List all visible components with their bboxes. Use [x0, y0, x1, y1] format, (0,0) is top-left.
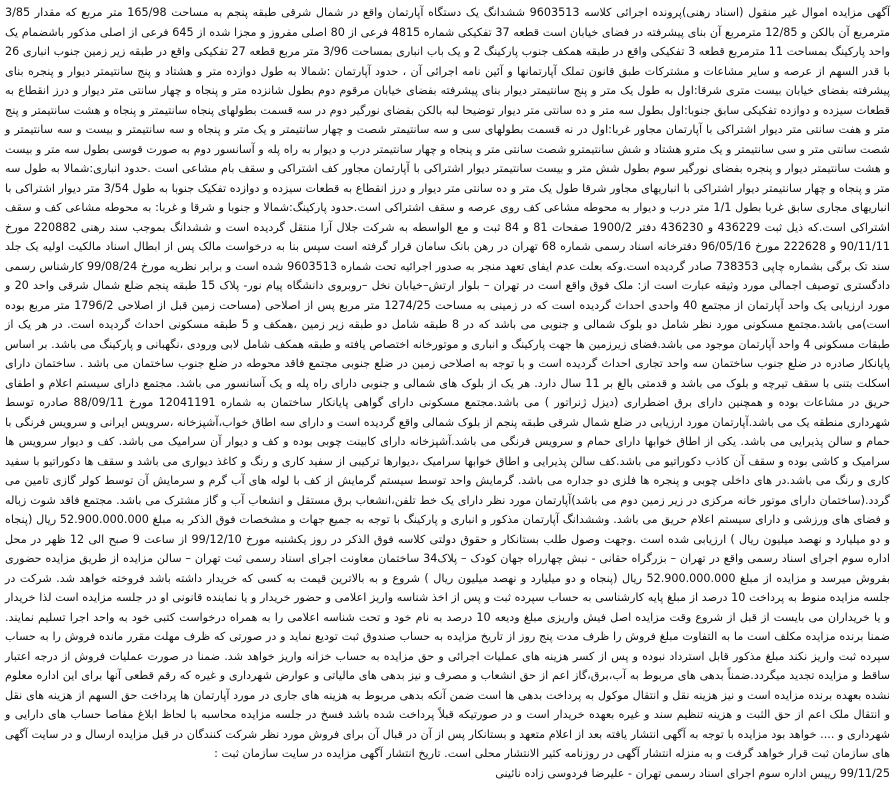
notice-body-text: آگهی مزایده اموال غیر منقول (اسناد رهنی)پرونده اجرائی کلاسه 9603513 ششدانگ یک دستگاه آپارتمان واقع در شمال شرقی طبقه پنجم به مساحت 165/98 متر مربع که مقدار 3/85 مترمربع آن بالکن و 12/85 مترمربع آن بنای پیشرفته در فضای خیابان است قطعه 37 تفکیکی شماره 4815 فرعی از 80 اصلی مفروز و مجزا شده از 645 فرعی از اصلی مذکور باشضمام یک واحد پارکینگ بمساحت 11 مترمربع قطعه 3 تفکیکی واقع در طبقه همکف جنوب پارکینگ 2 و یک باب انباری بمساحت 3/96 متر مربع قطعه 27 تفکیکی واقع در طبقه زیر زمین جنوب انباری 26 با قدر السهم از عرصه و سایر مشاعات و مشترکات طبق قانون تملک آپارتمانها و آئین نامه اجرائی آن ، حدود آپارتمان :شمالا به طول دوازده متر و هشتاد و پنج سانتیمتر دیوار و پنجره بنای پیشرفته بفضای خیابان بیست متری شرقا:اول به طول یک متر و پنج سانتیمتر دیوار بنای پیشرفته بفضای خیابان مرقوم دوم بطول شانزده متر و پنجاه و چهار سانتی متر دیوار و درز انقطاع به قطعات سیزده و دوازده تفکیکی سابق جنوبا:اول بطول سه متر و ده سانتی متر دیوار توضیحا لبه بالکن بفضای نورگیر دوم در سه قسمت بطولهای پنجاه سانتیمتر و پنجاه و هشت سانتیمتر و پنج متر و هفت سانتی متر دیوار اشتراکی با آپارتمان مجاور غربا:اول در نه قسمت بطولهای سی و سه سانتیمتر شصت و چهار سانتیمتر و یک متر و پنجاه و سه سانتیمتر و بیست و سه سانتیمتر و شصت سانتی متر و سی سانتیمتر و یک مترو هشتاد و شش سانتیمترو شصت سانتی متر و پنجاه و چهار سانتیمتر درب و دیوار به راه پله و آسانسور دوم به صورت قوسی بطول سه متر و بیست و هشت سانتیمتر دیوار و پنجره بفضای نورگیر سوم بطول شش متر و بیست سانتیمتر دیوار اشتراکی با آپارتمان مجاور کف اشتراکی و سقف بام مشاعی است .حدود انباری:شمالا به طول سه متر و پنجاه و چهار سانتیمتر دیوار اشتراکی با انباریهای مجاور شرقا طول یک متر و ده سانتی متر دیوار و درز انقطاع به قطعات سیزده و دوازده تفکیک جنوبا به طول 3/54 متر دیوار اشتراکی با انباریهای مجاری سابق غربا بطول 1/1 متر درب و دیوار به محوطه مشاعی کف روی عرصه و سقف اشتراکی است.حدود پارکینگ:شمالا و جنوبا و شرقا و غربا: به محوطه مشاعی کف و سقف اشتراکی است.که ذیل ثبت 436229 و 436230 دفتر 1900/2 صفحات 81 و 84 ثبت و مع الواسطه به شرکت جلال آرا منتقل گردیده است و ششدانگ بموجب سند رهنی 220882 مورخ 90/11/11 و 222628 مورخ 96/05/16 دفترخانه اسناد رسمی شماره 68 تهران در رهن بانک سامان قرار گرفته است سپس بنا به درخواست مالک پس از ابطال اسناد مالکیت اولیه یک جلد سند تک برگی بشماره چاپی 738353 صادر گردیده است.وکه بعلت عدم ایفای تعهد منجر به صدور اجرائیه تحت شماره 9603513 شده است و برابر نظریه مورخ 99/08/24 کارشناس رسمی دادگستری توصیف اجمالی مورد وثیقه عبارت است از: ملک فوق واقع است در تهران – بلوار ارتش–خیابان نخل –روبروی دانشگاه پیام نور- پلاک 15 طبقه پنجم ضلع شمال شرقی واحد 20 و مورد ارزیابی یک واحد آپارتمان از مجتمع 40 واحدی احداث گردیده است که در زمینی به مساحت 1274/25 متر مربع پس از اصلاحی (مساحت زمین قبل از اصلاحی 1796/2 متر مربع بوده است)می باشد.مجتمع مسکونی مورد نظر شامل دو بلوک شمالی و جنوبی می باشد که در 8 طبقه شامل دو طبقه زیر زمین ،همکف و 5 طبقه مسکونی احداث گردیده است. در هر یک از طبقات مسکونی 4 واحد آپارتمان موجود می باشد.فضای زیرزمین ها جهت پارکینگ و انباری و موتورخانه اختصاص یافته و طبقه همکف شامل لابی ورودی ،نگهبانی و پارکینگ می باشد. بر اساس پایانکار صادره در ضلع جنوب ساختمان سه واحد تجاری احداث گردیده است و با توجه به اصلاحی زمین در ضلع جنوبی مجتمع فاقد محوطه در ضلع جنوب ساختمان می باشد . ساختمان دارای اسکلت بتنی با سقف تیرچه و بلوک می باشد و قدمتی بالغ بر 11 سال دارد. هر یک از بلوک های شمالی و جنوبی دارای راه پله و یک آسانسور می باشد. مجتمع دارای سیستم اعلام و اطفای حریق در مشاعات بوده و همچنین دارای برق اضطراری (دیزل ژنراتور ) می باشد.مجتمع مسکونی دارای گواهی پایانکار ساختمان به شماره 12041191 مورخ 88/09/11 صادره توسط شهرداری منطقه یک می باشد.آپارتمان مورد ارزیابی در ضلع شمال شرقی طبقه پنجم از بلوک شمالی واقع گردیده است و دارای سه اطاق خواب،آشپزخانه ،سرویس ایرانی و سرویس فرنگی با حمام و سالن پذیرایی می باشد. یکی از اطاق خوابها دارای حمام و سرویس فرنگی می باشد.آشپزخانه دارای کابینت چوبی بوده و کف و دیوار آن سرامیک می باشد. کف و دیوار سرویس ها سرامیک و کاشی بوده و سقف آن کاذب دکوراتیو می باشد.کف سالن پذیرایی و اطاق خوابها سرامیک ،دیوارها ترکیبی از سفید کاری و رنگ و کاغذ دیواری می باشد و سقف ها دکوراتیو با سفید کاری و رنگ می باشد.در های داخلی چوبی و پنجره ها فلزی دو جداره می باشد. گرمایش واحد توسط سیستم گرمایش از کف با لوله های آب گرم و سرمایش آن توسط کولر گازی تامین می گردد.(ساختمان دارای موتور خانه مرکزی در زیر زمین دوم می باشد)آپارتمان مورد نظر دارای یک خط تلفن،انشعاب برق مستقل و انشعاب آب و گاز مشترک می باشد. مجتمع فاقد شوت زباله و فضای های ورزشی و دارای سیستم اعلام حریق می باشد. وششدانگ آپارتمان مذکور و انباری و پارکینگ با توجه به جمیع جهات و مشخصات فوق الذکر به مبلغ 52.900.000.000 ریال (پنجاه و دو میلیارد و نهصد میلیون ریال ) ارزیابی شده است .وجهت وصول طلب بستانکار و حقوق دولتی کلاسه فوق الذکر در روز یکشنبه مورخ 99/12/10 از ساعت 9 صبح الی 12 ظهر در محل اداره سوم اجرای اسناد رسمی واقع در تهران – بزرگراه حقانی - نبش چهارراه جهان کودک – پلاک34 ساختمان معاونت اجرای اسناد رسمی ثبت تهران – سالن مزایده از طریق مزایده حضوری بفروش میرسد و مزایده از مبلغ 52.900.000.000 ریال (پنجاه و دو میلیارد و نهصد میلیون ریال ) شروع و به بالاترین قیمت به کسی که خریدار داشته باشد فروخته خواهد شد. شرکت در جلسه مزایده منوط به پرداخت 10 درصد از مبلغ پایه کارشناسی به حساب سپرده ثبت و پس از اخذ شناسه واریز اعلامی و حضور خریدار و یا نماینده قانونی او در جلسه مزایده است لذا خریدار و یا خریداران می بایست از قبل از شروع وقت مزایده اصل فیش واریزی مبلغ ودیعه 10 درصد به نام خود و تحت شناسه اعلامی را به همراه درخواست کتبی خود به واحد اجرا تسلیم نمایند. ضمنا برنده مزایده مکلف است ما به التفاوت مبلغ فروش را ظرف مدت پنج روز از تاریخ مزایده به حساب صندوق ثبت تودیع نماید و در صورتی که ظرف مهلت مقرر مانده فروش را به حساب سپرده ثبت واریز نکند مبلغ مذکور قابل استرداد نبوده و پس از کسر هزینه های عملیات اجرائی و حق مزایده به حساب خزانه واریز خواهد شد. ضمنا در صورت عملیات فروش از درجه اعتبار ساقط و مزایده تجدید میگردد.ضمناً بدهی های مربوط به آب،برق،گاز اعم از حق انشعاب و مصرف و نیز بدهی های مالیاتی و عوارض شهرداری و غیره که رقم قطعی آنها برای این اداره معلوم نشده بعهده برنده مزایده است و نیز هزینه نقل و انتقال موکول به پرداخت بدهی ها است ضمن آنکه بدهی مربوط به هزینه های جاری در مورد آپارتمان ها پرداخت حق السهم از هزینه های نقل و انتقال ملک اعم از حق الثبت و هزینه تنظیم سند و غیره بعهده خریدار است و در صورتیکه قبلاً پرداخت شده باشد فسخ در جلسه مزایده محاسبه با لحاظ ابلاغ مفاصا حساب های دارایی و شهرداری و .... خواهد بود مزایده با توجه به آگهی انتشار یافته بعد از اعلام متعهد و بستانکار پس از آن در قبال آن برای فروش مورد نظر شرکت کنندگان در قبل مزایده ارسال و در سایت آگهی های سازمان ثبت قرار خواهد گرفت و به منزله انتشار آگهی در روزنامه کثیر الانتشار محلی است. تاریخ انتشار آگهی مزایده در سایت سازمان ثبت : 99/11/25 رییس اداره سوم اجرای اسناد رسمی تهران - علیرضا فردوسی زاده نائینی	[5, 6, 891, 780]
